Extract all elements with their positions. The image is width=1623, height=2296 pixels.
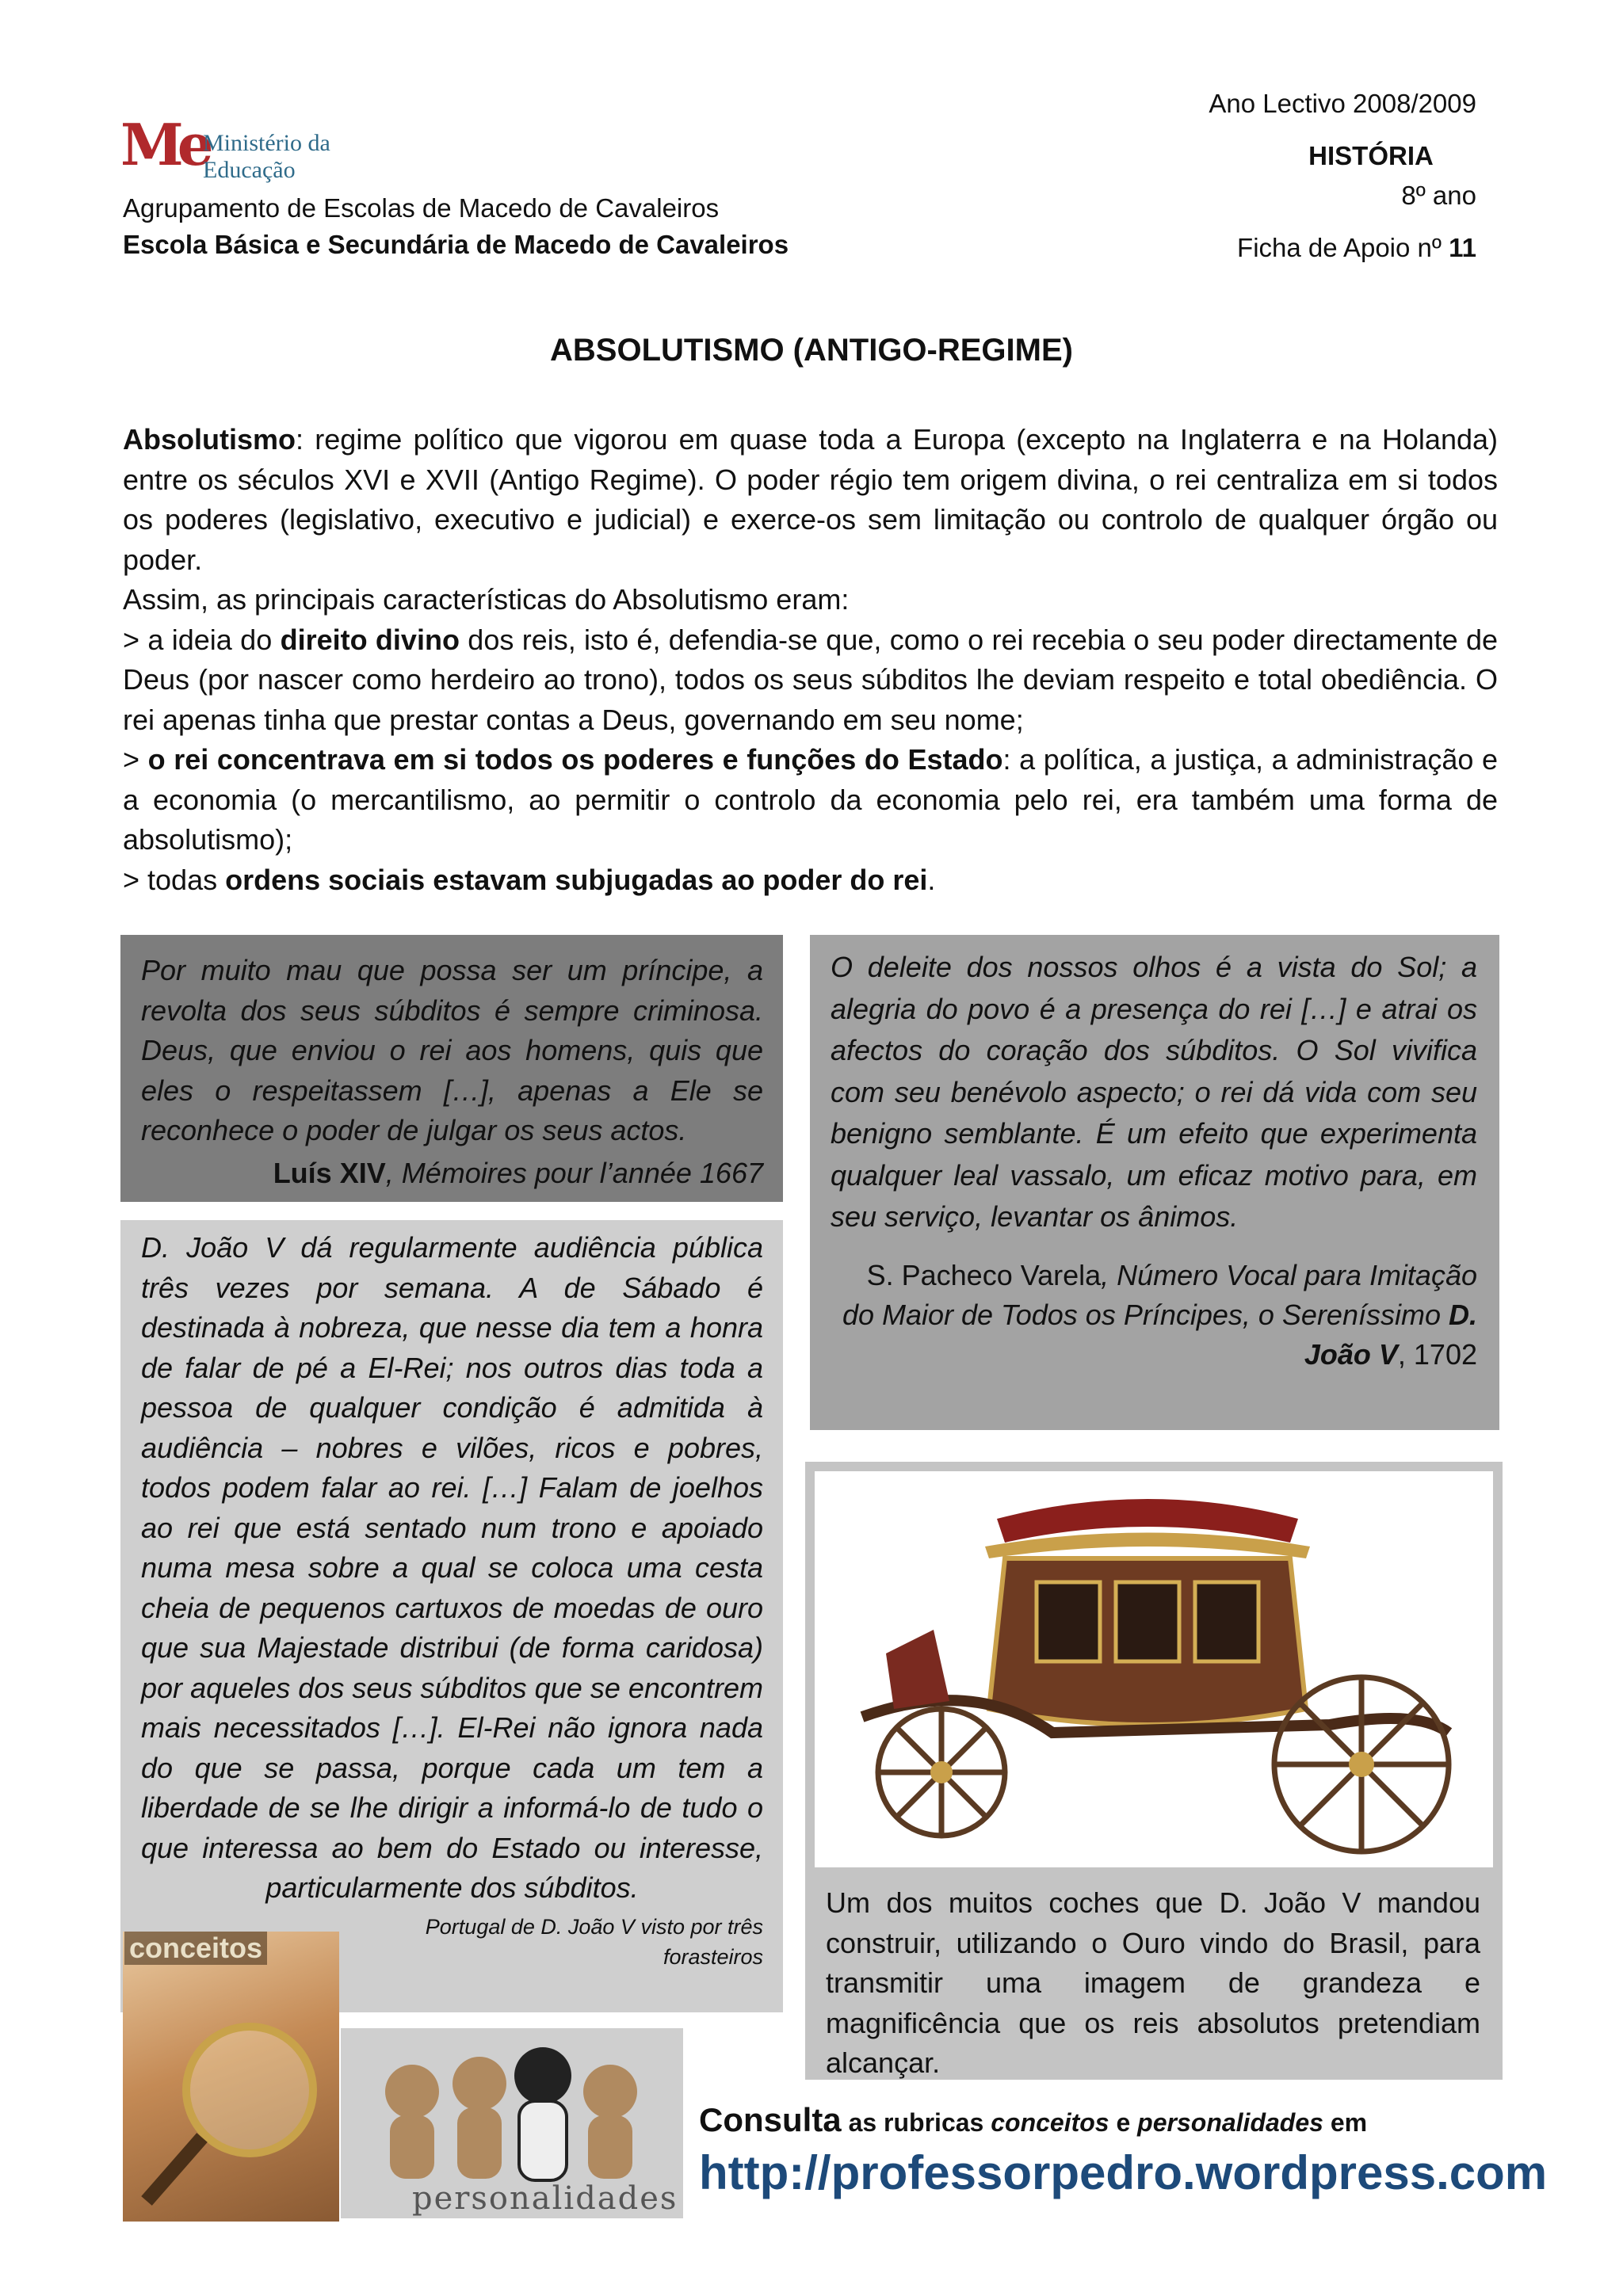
bullet-social-orders: > todas ordens sociais estavam subjugadas ao poder do rei. [123,863,936,896]
year-label: Ano Lectivo 2008/2009 [1209,89,1476,118]
personalidades-label: personalidades [412,2180,678,2217]
coach-figure [805,1462,1503,2080]
personalidades-image[interactable] [341,2028,683,2218]
definition-paragraph: Absolutismo: regime político que vigorou em quase toda a Europa (excepto na Inglaterra e na Holanda) entre os séculos XVI e XVII (Antigo Regime). O poder régio tem origem divina, o rei centraliza em si todos os poderes (legislativo, executivo e judicial) e exerce-os sem limitação ou controlo de qualquer órgão ou poder. [123,423,1498,576]
quote-source: Portugal de D. João V visto por três forasteiros [425,1914,763,1969]
bullet-state-powers: > o rei concentrava em si todos os poderes e funções do Estado: a política, a justiça, a administração e a economia (o mercantilismo, ao permitir o controlo da economia pelo rei, era também uma forma de absolutismo); [123,743,1498,856]
quote-source: Luís XIV, Mémoires pour l’année 1667 [273,1156,763,1189]
quote-pacheco-varela [810,935,1499,1430]
bullet-divine-right: > a ideia do direito divino dos reis, isto é, defendia-se que, como o rei recebia o seu poder directamente de Deus (por nascer como herdeiro ao trono), todos os seus súbditos lhe deviam respeito e total obediência. O rei apenas tinha que prestar contas a Deus, governando em seu nome; [123,623,1498,736]
quote-joao-v-audience [120,1220,783,2012]
subject-label: HISTÓRIA [1308,141,1434,170]
logo-text: Ministério da Educação [203,130,330,183]
page-title: ABSOLUTISMO (ANTIGO-REGIME) [550,333,1073,368]
conceitos-image[interactable] [123,1932,339,2222]
sheet-label: Ficha de Apoio nº 11 [1237,233,1476,262]
quote-text: O deleite dos nossos olhos é a vista do Sol; a alegria do povo é a presença do rei […] e atrai os afectos do coração dos súbditos. O Sol vivifica com seu benévolo aspecto; o rei dá vida com seu benigno semblante. É um efeito que experimenta qualquer leal vassalo, um eficaz motivo para, em seu serviço, levantar os ânimos. [831,951,1477,1233]
consulta-line: Consulta as rubricas conceitos e personalidades em [699,2101,1368,2138]
quote-text: Por muito mau que possa ser um príncipe, a revolta dos seus súbditos é sempre criminosa. Deus, que enviou o rei aos homens, quis que eles o respeitassem […], apenas a Ele se reconhece o poder de julgar os seus actos. [141,954,763,1146]
school-group: Agrupamento de Escolas de Macedo de Cavaleiros [123,193,720,223]
school-info [123,190,789,263]
magnifier-icon [123,1932,339,2222]
school-name: Escola Básica e Secundária de Macedo de Cavaleiros [123,230,789,259]
quote-louis-xiv [120,935,783,1202]
coach-image [815,1471,1493,1867]
me-logo-icon: Me [120,111,208,178]
coach-caption: Um dos muitos coches que D. João V mandou construir, utilizando o Ouro vindo do Brasil, para transmitir uma imagem de grandeza e magnificência que os reis absolutos pretendiam alcançar. [826,1886,1480,2079]
quote-text: D. João V dá regularmente audiência pública três vezes por semana. A de Sábado é destinada à nobreza, que nesse dia tem a honra de falar de pé a El-Rei; nos outros dias toda a pessoa de qualquer condição é admitida à audiência – nobres e vilões, ricos e pobres, todos podem falar ao rei. […] Falam de joelhos ao rei que está sentado num trono e apoiado numa mesa sobre a qual se coloca uma cesta cheia de pequenos cartuxos de moedas de ouro que sua Majestade distribui (de forma caridosa) por aqueles dos seus súbditos que se encontrem mais necessitados […]. El-Rei não ignora nada do que se passa, porque cada um tem a liberdade de se lhe dirigir a informá-lo de tudo o que interessa ao bem do Estado ou interesse, particularmente dos súbditos. [141,1231,763,1904]
sheet-number: 11 [1449,233,1476,262]
grade-label: 8º ano [1401,181,1476,210]
conceitos-label: conceitos [124,1932,267,1965]
ministry-logo [120,111,382,183]
intro-text [123,420,1498,900]
blog-link[interactable]: http://professorpedro.wordpress.com [699,2146,1548,2199]
quote-source: S. Pacheco Varela, Número Vocal para Imitação do Maior de Todos os Príncipes, o Sereníssimo D. João V, 1702 [842,1258,1477,1371]
characteristics-lead: Assim, as principais características do Absolutismo eram: [123,583,850,616]
carriage-icon [815,1471,1493,1867]
